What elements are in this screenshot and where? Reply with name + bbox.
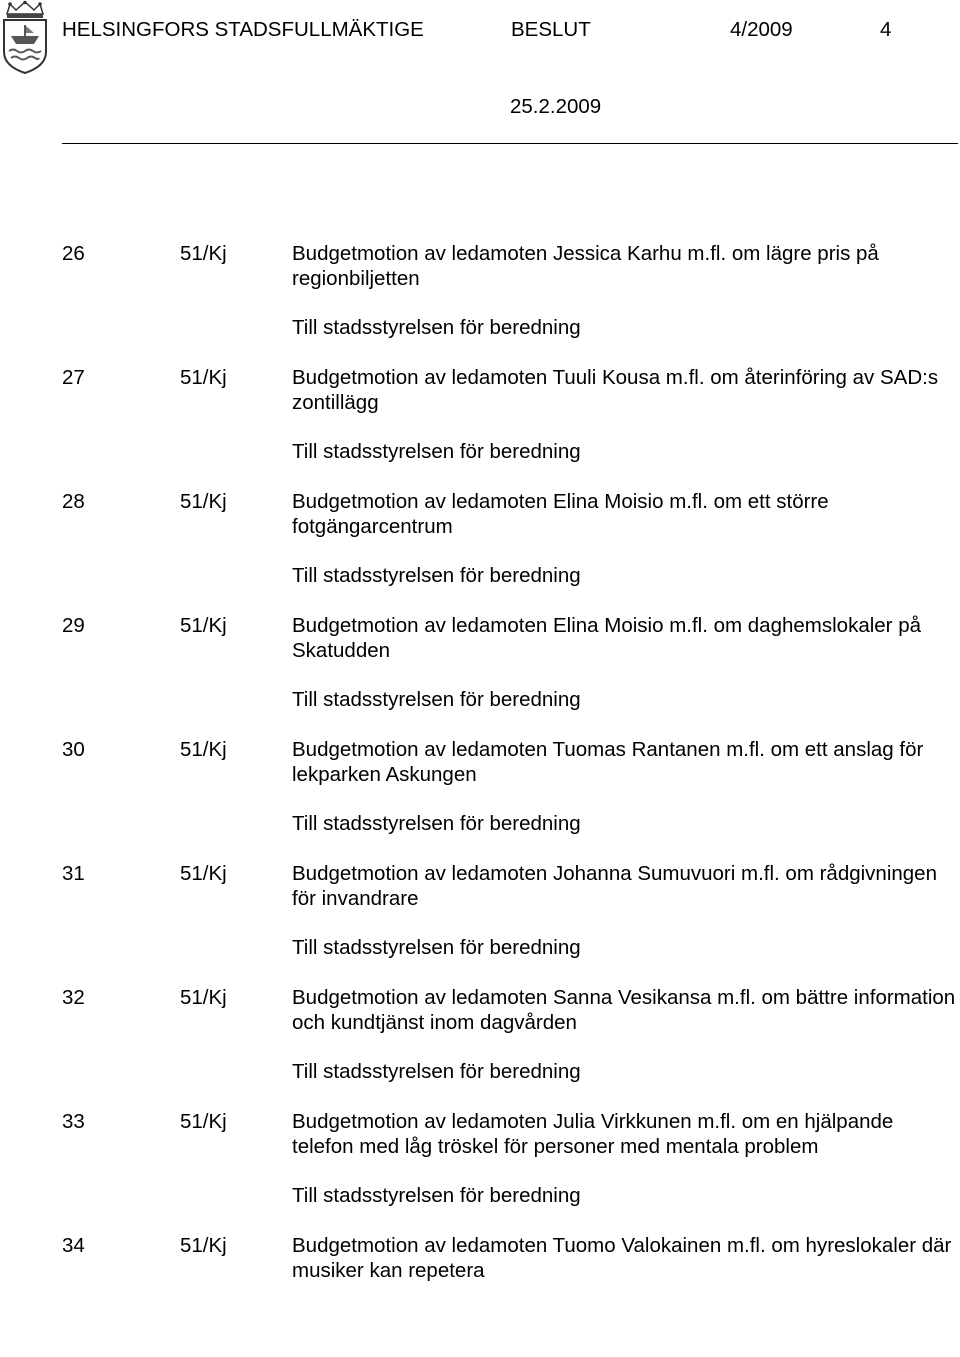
item-number: 32 — [62, 986, 85, 1009]
header-page-number: 4 — [880, 18, 892, 41]
agenda-item — [62, 985, 960, 1109]
item-number: 26 — [62, 242, 85, 265]
item-reference: 51/Kj — [180, 1110, 227, 1133]
item-title: Budgetmotion av ledamoten Tuomo Valokainen m.fl. om hyreslokaler där musiker kan repetera — [292, 1234, 952, 1282]
agenda-item — [62, 365, 960, 489]
item-number: 28 — [62, 490, 85, 513]
agenda-item — [62, 1109, 960, 1233]
header-document-number: 4/2009 — [730, 18, 793, 41]
item-decision: Till stadsstyrelsen för beredning — [292, 812, 581, 835]
item-reference: 51/Kj — [180, 490, 227, 513]
item-reference: 51/Kj — [180, 1234, 227, 1257]
item-number: 33 — [62, 1110, 85, 1133]
agenda-item — [62, 489, 960, 613]
item-title: Budgetmotion av ledamoten Elina Moisio m.fl. om ett större fotgängarcentrum — [292, 490, 829, 538]
agenda-item — [62, 613, 960, 737]
agenda-item — [62, 861, 960, 985]
item-title: Budgetmotion av ledamoten Sanna Vesikansa m.fl. om bättre information och kundtjänst inom dagvården — [292, 986, 956, 1034]
item-title: Budgetmotion av ledamoten Elina Moisio m.fl. om daghemslokaler på Skatudden — [292, 614, 921, 662]
item-reference: 51/Kj — [180, 738, 227, 761]
agenda-item — [62, 241, 960, 365]
item-title: Budgetmotion av ledamoten Julia Virkkunen m.fl. om en hjälpande telefon med låg tröskel för personer med mentala problem — [292, 1110, 894, 1158]
item-decision: Till stadsstyrelsen för beredning — [292, 564, 581, 587]
item-number: 31 — [62, 862, 85, 885]
header-date: 25.2.2009 — [510, 95, 602, 118]
city-crest-logo — [0, 0, 50, 74]
item-decision: Till stadsstyrelsen för beredning — [292, 316, 581, 339]
page-header — [62, 18, 930, 48]
agenda-item-list — [62, 241, 960, 1357]
item-decision: Till stadsstyrelsen för beredning — [292, 1060, 581, 1083]
item-decision: Till stadsstyrelsen för beredning — [292, 440, 581, 463]
item-decision: Till stadsstyrelsen för beredning — [292, 688, 581, 711]
item-number: 29 — [62, 614, 85, 637]
item-reference: 51/Kj — [180, 862, 227, 885]
item-number: 27 — [62, 366, 85, 389]
header-divider — [62, 143, 958, 144]
item-title: Budgetmotion av ledamoten Tuuli Kousa m.fl. om återinföring av SAD:s zontillägg — [292, 366, 939, 414]
item-decision: Till stadsstyrelsen för beredning — [292, 1184, 581, 1207]
item-number: 34 — [62, 1234, 85, 1257]
header-document-type: BESLUT — [511, 18, 591, 41]
agenda-item — [62, 737, 960, 861]
item-reference: 51/Kj — [180, 986, 227, 1009]
item-reference: 51/Kj — [180, 366, 227, 389]
item-title: Budgetmotion av ledamoten Tuomas Rantanen m.fl. om ett anslag för lekparken Askungen — [292, 738, 924, 786]
agenda-item — [62, 1233, 960, 1357]
header-organization: HELSINGFORS STADSFULLMÄKTIGE — [62, 18, 424, 41]
item-decision: Till stadsstyrelsen för beredning — [292, 936, 581, 959]
item-reference: 51/Kj — [180, 242, 227, 265]
item-reference: 51/Kj — [180, 614, 227, 637]
item-number: 30 — [62, 738, 85, 761]
item-title: Budgetmotion av ledamoten Jessica Karhu m.fl. om lägre pris på regionbiljetten — [292, 242, 879, 290]
item-title: Budgetmotion av ledamoten Johanna Sumuvuori m.fl. om rådgivningen för invandrare — [292, 862, 937, 910]
